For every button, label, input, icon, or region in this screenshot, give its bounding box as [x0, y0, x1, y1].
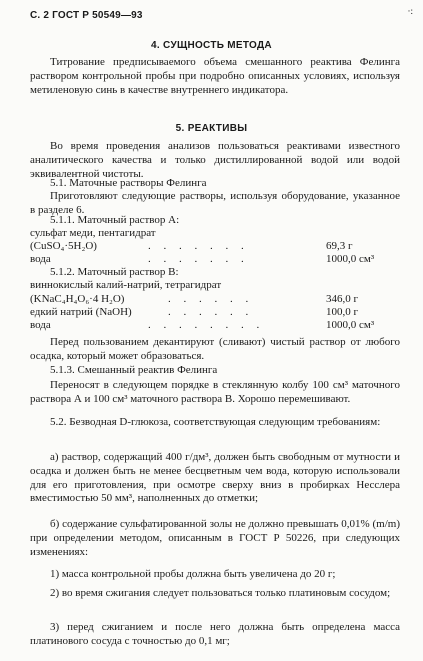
subsection-5-1-1-title: 5.1.1. Маточный раствор А:	[50, 214, 180, 226]
section-5-intro: Во время проведения анализов пользоваться реактивами известного аналитического качества и только дистиллированной водой или водой эквивалентной чистоты.	[30, 140, 400, 180]
subsection-5-1-2-title: 5.1.2. Маточный раствор В:	[50, 266, 179, 278]
section-5-title: 5. РЕАКТИВЫ	[175, 123, 248, 134]
decant-text: Перед пользованием декантируют (сливают) чистый раствор от любого осадка, который может образоваться.	[30, 336, 400, 362]
leader-dots: . . . . . .	[168, 306, 254, 318]
solution-b-water: вода	[30, 319, 51, 331]
solution-b-name: виннокислый калий-натрий, тетрагидрат	[30, 279, 222, 291]
solution-b-water-value: 1000,0 см³	[326, 319, 375, 331]
change-3: 3) перед сжиганием и после него должна быть определена масса платинового сосуда с точностью до 0,1 мг;	[30, 621, 400, 647]
subsection-5-2-text: 5.2. Безводная D-глюкоза, соответствующая следующим требованиям:	[50, 416, 381, 428]
solution-a-water: вода	[30, 253, 51, 265]
subsection-5-1-text: Приготовляют следующие растворы, используя оборудование, указанное в разделе 6.	[30, 190, 400, 216]
change-1: 1) масса контрольной пробы должна быть увеличена до 20 г;	[50, 568, 336, 580]
section-4-title: 4. СУЩНОСТЬ МЕТОДА	[151, 40, 272, 51]
solution-b-formula-value: 346,0 г	[326, 293, 359, 305]
subsection-5-1-title: 5.1. Маточные растворы Фелинга	[50, 177, 207, 189]
section-4-text: Титрование предписываемого объема смешанного реактива Фелинга раствором контрольной пробы при подробно описанных условиях, используя метиленовую синь в качестве внутреннего индикатора.	[30, 56, 400, 96]
solution-b-naoh-value: 100,0 г	[326, 306, 359, 318]
solution-a-name: сульфат меди, пентагидрат	[30, 227, 156, 239]
requirement-a: а) раствор, содержащий 400 г/дм³, должен быть свободным от мутности и осадка и должен быть не менее бесцветным чем вода, которую использовали для его приготовления, при осмотре сверху вниз в пробирках Несслера вместимостью 50 мм³, наполненных до отметки;	[30, 451, 400, 505]
solution-b-formula: (KNaC₄H₄O₆·4 H₂O)	[30, 293, 125, 305]
leader-dots: . . . . . .	[168, 293, 254, 305]
leader-dots: . . . . . . .	[148, 253, 249, 265]
change-2: 2) во время сжигания следует пользоваться только платиновым сосудом;	[50, 587, 391, 599]
subsection-5-1-3-title: 5.1.3. Смешанный реактив Фелинга	[50, 364, 218, 376]
solution-a-formula-value: 69,3 г	[326, 240, 353, 252]
leader-dots: . . . . . . . .	[148, 319, 265, 331]
page-mark: ·:	[407, 6, 413, 16]
solution-b-naoh: едкий натрий (NaOH)	[30, 306, 132, 318]
requirement-b: б) содержание сульфатированной золы не должно превышать 0,01% (m/m) при определении методом, описанным в ГОСТ Р 50226, при следующих изменениях:	[30, 518, 400, 558]
leader-dots: . . . . . . .	[148, 240, 249, 252]
solution-a-formula: (CuSO₄·5H₂O)	[30, 240, 97, 252]
solution-a-water-value: 1000,0 см³	[326, 253, 375, 265]
running-header: С. 2 ГОСТ Р 50549—93	[30, 10, 143, 21]
subsection-5-1-3-text: Переносят в следующем порядке в стеклянную колбу 100 см³ маточного раствора А и 100 см³ маточного раствора В. Хорошо перемешивают.	[30, 379, 400, 405]
